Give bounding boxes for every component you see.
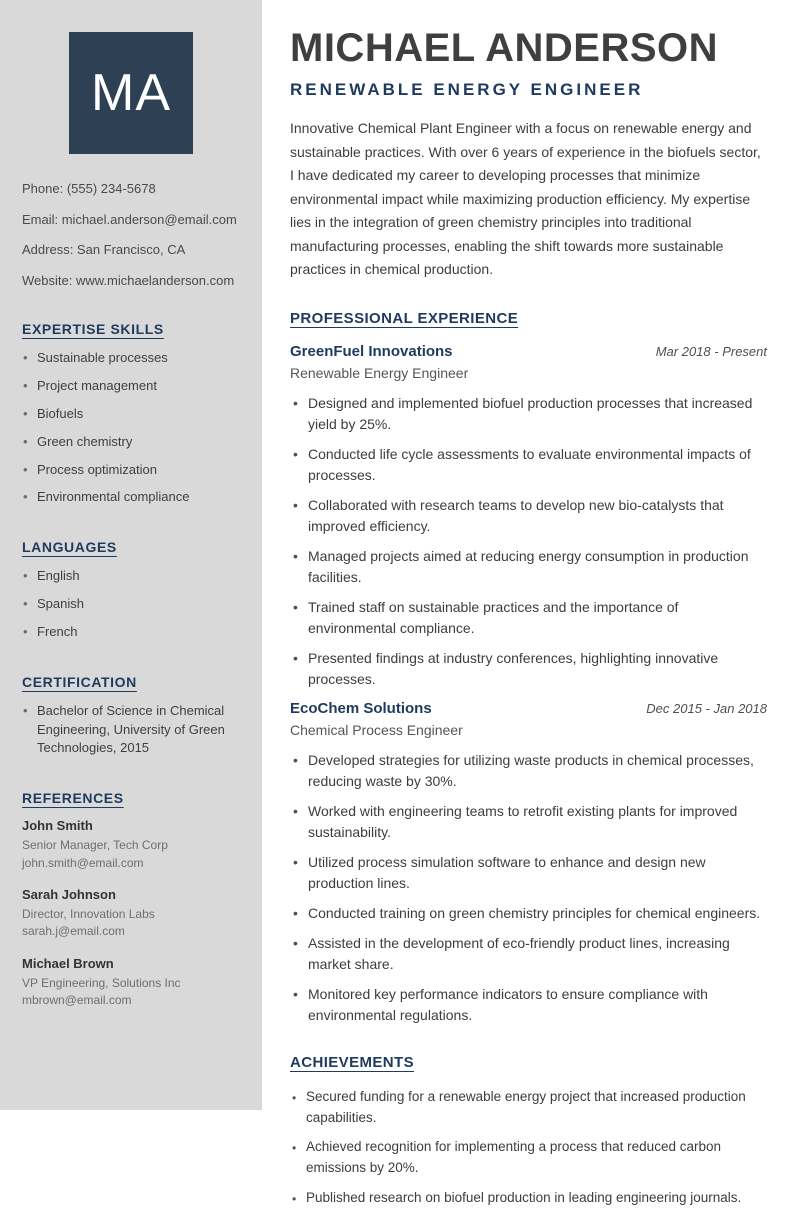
certification-list: [22, 702, 240, 759]
job-company: GreenFuel Innovations: [290, 342, 453, 360]
job-entry: [290, 700, 767, 1026]
reference-role: VP Engineering, Solutions Inc: [22, 975, 181, 990]
job-role: Chemical Process Engineer: [290, 721, 463, 738]
skill-item: • Environmental compliance: [22, 488, 240, 507]
job-entry: [290, 343, 767, 690]
job-dates: Mar 2018 - Present: [655, 343, 767, 359]
skills-heading: EXPERTISE SKILLS: [22, 321, 164, 338]
achievements-list: [290, 1087, 767, 1209]
reference-role: Senior Manager, Tech Corp: [22, 838, 168, 853]
job-bullet: • Designed and implemented biofuel production processes that increased yield by 25%.: [290, 393, 767, 435]
reference-entry: [22, 818, 240, 872]
reference-entry: [22, 887, 240, 941]
certification-item: • Bachelor of Science in Chemical Engineering, University of Green Technologies, 2015: [22, 702, 240, 759]
achievement-item: • Secured funding for a renewable energy project that increased production capabilities.: [290, 1087, 767, 1129]
job-bullet: • Collaborated with research teams to develop new bio-catalysts that improved efficiency.: [290, 495, 767, 537]
job-bullet: • Managed projects aimed at reducing energy consumption in production facilities.: [290, 546, 767, 588]
person-name: MICHAEL ANDERSON: [290, 26, 719, 70]
monogram-initials: MA: [91, 64, 171, 122]
main-content: [262, 0, 800, 1206]
references-heading: REFERENCES: [22, 790, 124, 807]
contact-email: Email: michael.anderson@email.com: [22, 211, 237, 227]
job-header: [290, 343, 767, 360]
job-bullet: • Assisted in the development of eco-friendly product lines, increasing market share.: [290, 933, 767, 975]
reference-email: john.smith@email.com: [22, 855, 144, 870]
reference-entry: [22, 956, 240, 1010]
job-bullet: • Developed strategies for utilizing waste products in chemical processes, reducing waste by 30%.: [290, 750, 767, 792]
person-job-title: RENEWABLE ENERGY ENGINEER: [290, 80, 644, 99]
job-bullet: • Utilized process simulation software to enhance and design new production lines.: [290, 852, 767, 894]
contact-website: Website: www.michaelanderson.com: [22, 272, 235, 288]
experience-heading: PROFESSIONAL EXPERIENCE: [290, 309, 519, 327]
job-bullet: • Presented findings at industry conferences, highlighting innovative processes.: [290, 648, 767, 690]
achievement-item: • Achieved recognition for implementing a process that reduced carbon emissions by 20%.: [290, 1137, 767, 1179]
job-bullet: • Monitored key performance indicators to ensure compliance with environmental regulations.: [290, 984, 767, 1026]
job-bullet: • Worked with engineering teams to retrofit existing plants for improved sustainability.: [290, 801, 767, 843]
job-dates: Dec 2015 - Jan 2018: [646, 700, 767, 716]
job-bullet-list: [290, 750, 767, 1026]
reference-name: John Smith: [22, 818, 93, 834]
job-header: [290, 700, 767, 717]
monogram-badge: [69, 32, 193, 154]
language-item: • French: [22, 623, 240, 642]
skill-item: • Process optimization: [22, 461, 240, 480]
skill-item: • Biofuels: [22, 405, 240, 424]
reference-name: Sarah Johnson: [22, 887, 116, 903]
job-bullet: • Conducted training on green chemistry principles for chemical engineers.: [290, 903, 767, 924]
language-item: • English: [22, 567, 240, 586]
contact-address: Address: San Francisco, CA: [22, 242, 186, 258]
certification-heading: CERTIFICATION: [22, 673, 137, 690]
job-company: EcoChem Solutions: [290, 699, 432, 717]
sidebar: [0, 0, 262, 1110]
reference-name: Michael Brown: [22, 955, 114, 971]
language-item: • Spanish: [22, 595, 240, 614]
reference-email: sarah.j@email.com: [22, 924, 125, 939]
job-bullet: • Trained staff on sustainable practices and the importance of environmental compliance.: [290, 597, 767, 639]
skill-item: • Project management: [22, 377, 240, 396]
skill-item: • Sustainable processes: [22, 349, 240, 368]
reference-role: Director, Innovation Labs: [22, 907, 155, 922]
job-bullet: • Conducted life cycle assessments to evaluate environmental impacts of processes.: [290, 444, 767, 486]
job-bullet-list: [290, 393, 767, 690]
achievements-heading: ACHIEVEMENTS: [290, 1053, 414, 1071]
languages-list: [22, 567, 240, 642]
contact-phone: Phone: (555) 234-5678: [22, 181, 156, 196]
summary-paragraph: Innovative Chemical Plant Engineer with a focus on renewable energy and sustainable practices. With over 6 years of experience in the biofuels sector, I have dedicated my career to developing processes that minimize environmental impact while maximizing production efficiency. My expertise lies in the integration of green chemistry principles into traditional manufacturing processes, enabling the shift towards more sustainable practices in chemical production.: [290, 120, 761, 278]
languages-heading: LANGUAGES: [22, 539, 117, 556]
job-role: Renewable Energy Engineer: [290, 364, 469, 381]
reference-email: mbrown@email.com: [22, 993, 132, 1008]
achievement-item: • Published research on biofuel production in leading engineering journals.: [290, 1188, 767, 1209]
skills-list: [22, 349, 240, 507]
skill-item: • Green chemistry: [22, 433, 240, 452]
